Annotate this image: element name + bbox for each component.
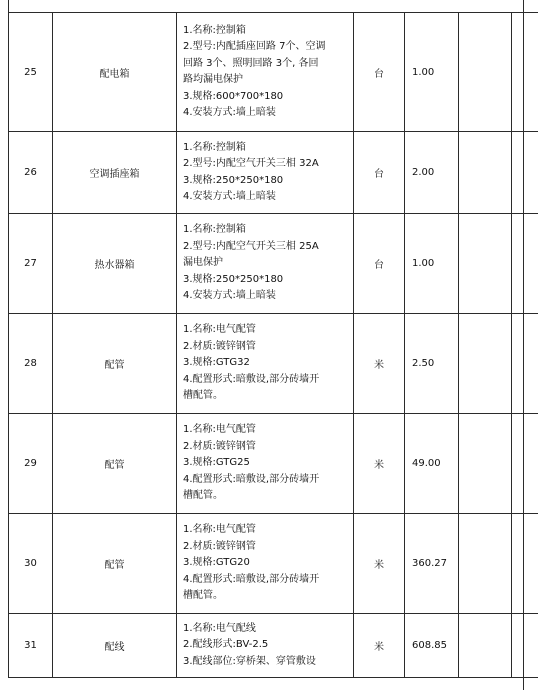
description-line: 4.配置形式:暗敷设,部分砖墙开 xyxy=(183,573,320,585)
description-line: 3.规格:GTG20 xyxy=(183,557,250,569)
description-line: 回路 3个、照明回路 3个, 各回 xyxy=(183,57,319,69)
description-line: 漏电保护 xyxy=(183,257,223,269)
description-line: 4.配置形式:暗敷设,部分砖墙开 xyxy=(183,373,320,385)
item-description xyxy=(177,414,354,514)
item-unit: 台 xyxy=(354,214,405,314)
item-quantity: 608.85 xyxy=(405,614,459,678)
item-description xyxy=(177,614,354,678)
table-body xyxy=(9,13,538,678)
item-unit: 台 xyxy=(354,132,405,214)
empty-cell xyxy=(459,314,512,414)
description-line: 1.名称:控制箱 xyxy=(183,224,246,236)
description-line: 2.型号:内配插座回路 7个、空调 xyxy=(183,41,326,52)
table-row xyxy=(9,614,538,678)
table-row xyxy=(9,13,538,132)
description-line: 4.配置形式:暗敷设,部分砖墙开 xyxy=(183,473,320,485)
description-line: 3.配线部位:穿桥架、穿管敷设 xyxy=(183,655,316,667)
description-line: 2.型号:内配空气开关三相 32A xyxy=(183,158,319,169)
table-row xyxy=(9,514,538,614)
description-line: 1.名称:电气配管 xyxy=(183,524,256,536)
item-unit: 米 xyxy=(354,514,405,614)
empty-cell xyxy=(459,414,512,514)
description-line: 1.名称:控制箱 xyxy=(183,141,246,153)
empty-cell xyxy=(512,414,538,514)
description-line: 2.材质:镀锌钢管 xyxy=(183,540,256,552)
description-line: 4.安装方式:墙上暗装 xyxy=(183,191,276,202)
item-quantity: 2.00 xyxy=(405,132,459,214)
description-line: 路均漏电保护 xyxy=(183,74,243,85)
item-unit: 米 xyxy=(354,614,405,678)
item-name: 配管 xyxy=(53,314,177,414)
description-line: 1.名称:电气配管 xyxy=(183,324,256,336)
item-number: 31 xyxy=(9,614,53,678)
item-number: 26 xyxy=(9,132,53,214)
item-description xyxy=(177,132,354,214)
item-unit: 台 xyxy=(354,13,405,132)
empty-cell xyxy=(459,132,512,214)
empty-cell xyxy=(512,214,538,314)
description-line: 2.材质:镀锌钢管 xyxy=(183,340,256,352)
item-name: 热水器箱 xyxy=(53,214,177,314)
description-line: 3.规格:250*250*180 xyxy=(183,273,284,285)
description-line: 4.安装方式:墙上暗装 xyxy=(183,290,276,302)
description-line: 3.规格:250*250*180 xyxy=(183,174,284,186)
item-name: 空调插座箱 xyxy=(53,132,177,214)
empty-cell xyxy=(512,614,538,678)
description-line: 2.型号:内配空气开关三相 25A xyxy=(183,240,319,252)
item-quantity: 1.00 xyxy=(405,214,459,314)
item-number: 28 xyxy=(9,314,53,414)
table-row xyxy=(9,414,538,514)
empty-cell xyxy=(459,13,512,132)
item-number: 25 xyxy=(9,13,53,132)
bill-of-quantities-table xyxy=(8,12,538,678)
description-line: 3.规格:GTG25 xyxy=(183,457,250,469)
item-quantity: 2.50 xyxy=(405,314,459,414)
item-description xyxy=(177,314,354,414)
description-line: 槽配管。 xyxy=(183,490,223,502)
empty-cell xyxy=(512,314,538,414)
item-number: 29 xyxy=(9,414,53,514)
description-line: 槽配管。 xyxy=(183,590,223,602)
item-name: 配电箱 xyxy=(53,13,177,132)
empty-cell xyxy=(512,132,538,214)
description-line: 1.名称:电气配线 xyxy=(183,622,256,634)
item-unit: 米 xyxy=(354,414,405,514)
description-line: 1.名称:控制箱 xyxy=(183,24,246,36)
item-number: 30 xyxy=(9,514,53,614)
description-line: 2.材质:镀锌钢管 xyxy=(183,440,256,452)
item-name: 配线 xyxy=(53,614,177,678)
description-line: 3.规格:GTG32 xyxy=(183,357,250,369)
empty-cell xyxy=(459,514,512,614)
table-frame-edge xyxy=(8,0,9,12)
item-name: 配管 xyxy=(53,414,177,514)
item-unit: 米 xyxy=(354,314,405,414)
table-row xyxy=(9,214,538,314)
empty-cell xyxy=(512,514,538,614)
empty-cell xyxy=(459,614,512,678)
description-line: 2.配线形式:BV-2.5 xyxy=(183,639,269,651)
table-row xyxy=(9,132,538,214)
empty-cell xyxy=(512,13,538,132)
item-description xyxy=(177,13,354,132)
item-quantity: 49.00 xyxy=(405,414,459,514)
empty-cell xyxy=(459,214,512,314)
description-line: 4.安装方式:墙上暗装 xyxy=(183,107,276,118)
table-row xyxy=(9,314,538,414)
description-line: 3.规格:600*700*180 xyxy=(183,90,284,102)
description-line: 1.名称:电气配管 xyxy=(183,424,256,436)
description-line: 槽配管。 xyxy=(183,390,223,402)
item-quantity: 1.00 xyxy=(405,13,459,132)
item-number: 27 xyxy=(9,214,53,314)
item-name: 配管 xyxy=(53,514,177,614)
item-quantity: 360.27 xyxy=(405,514,459,614)
item-description xyxy=(177,214,354,314)
item-description xyxy=(177,514,354,614)
